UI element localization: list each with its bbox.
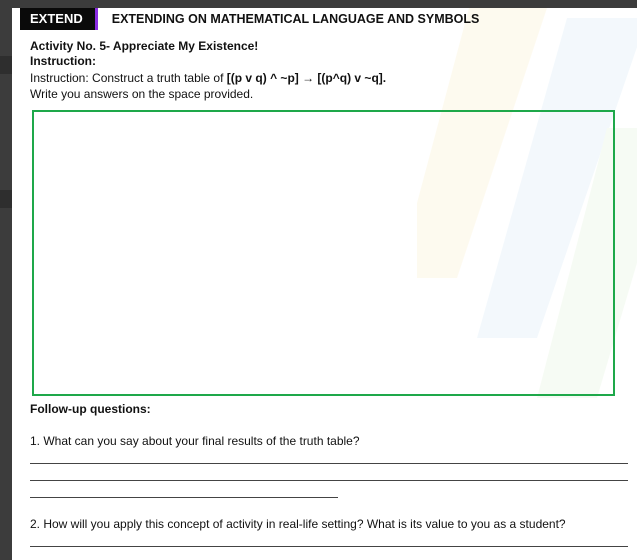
section-header [20,8,479,30]
answer-space-box[interactable] [32,110,615,396]
page-edge-mark [0,56,12,74]
extend-badge: EXTEND [20,8,98,30]
instruction-prefix: Instruction: Construct a truth table of [30,71,227,85]
followup-heading: Follow-up questions: [30,402,151,416]
document-page [12,8,637,560]
question-1: 1. What can you say about your final results of the truth table? [30,434,360,448]
instruction-text [30,71,386,85]
answer-line[interactable] [30,546,628,547]
answer-line[interactable] [30,463,628,464]
page-edge-mark [0,190,12,208]
instruction-heading: Instruction: [30,54,96,68]
answer-line[interactable] [30,497,338,498]
write-note: Write you answers on the space provided. [30,87,254,101]
activity-title: Activity No. 5- Appreciate My Existence! [30,39,259,53]
section-title: EXTENDING ON MATHEMATICAL LANGUAGE AND SYMBOLS [111,12,480,26]
answer-line[interactable] [30,480,628,481]
question-2: 2. How will you apply this concept of activity in real-life setting? What is its value to you as a student? [30,517,566,531]
logic-expression: [(p v q) ^ ~p] → [(p^q) v ~q]. [226,71,387,85]
